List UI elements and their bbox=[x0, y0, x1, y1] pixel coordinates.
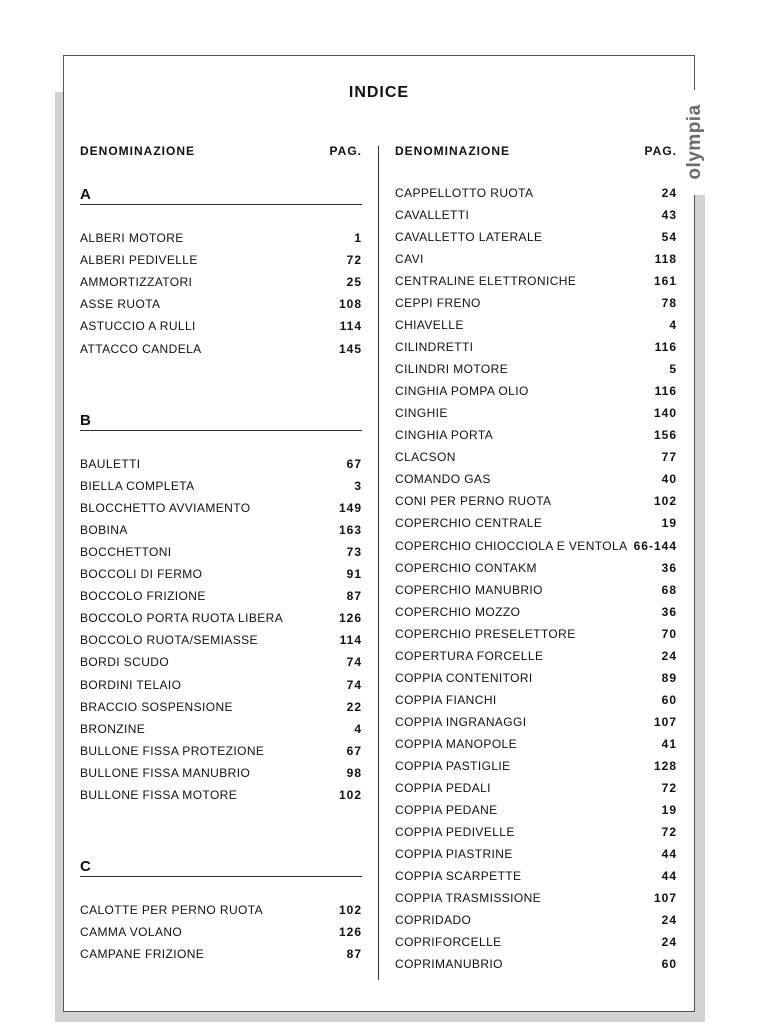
section-b bbox=[80, 412, 362, 807]
index-entry bbox=[80, 629, 362, 651]
index-entry bbox=[80, 271, 362, 293]
entry-page: 44 bbox=[661, 868, 677, 883]
entry-name: BORDI SCUDO bbox=[80, 655, 170, 670]
entry-page: 25 bbox=[346, 275, 362, 290]
entry-page: 19 bbox=[661, 516, 677, 531]
index-entry bbox=[80, 943, 362, 965]
entry-page: 118 bbox=[654, 252, 677, 267]
index-entry bbox=[80, 519, 362, 541]
entry-name: COPERCHIO PRESELETTORE bbox=[395, 626, 576, 641]
entry-name: CINGHIA PORTA bbox=[395, 428, 494, 443]
entry-name: CAVALLETTO LATERALE bbox=[395, 230, 543, 245]
entry-page: 116 bbox=[654, 340, 677, 355]
right-entry-list bbox=[395, 182, 677, 975]
index-entry bbox=[395, 380, 677, 402]
entry-page: 74 bbox=[346, 655, 362, 670]
entry-page: 43 bbox=[661, 208, 677, 223]
entry-name: BOCCOLO RUOTA/SEMIASSE bbox=[80, 633, 258, 648]
entry-page: 126 bbox=[338, 611, 362, 626]
index-entry bbox=[395, 557, 677, 579]
index-entry bbox=[80, 563, 362, 585]
entry-page: 128 bbox=[653, 758, 677, 773]
entry-name: CAMPANE FRIZIONE bbox=[80, 947, 205, 962]
entry-name: COPPIA FIANCHI bbox=[395, 692, 497, 707]
index-entry bbox=[80, 607, 362, 629]
entry-page: 66-144 bbox=[633, 538, 677, 553]
index-entry bbox=[395, 226, 677, 248]
index-entry bbox=[80, 293, 362, 315]
entry-name: BRACCIO SOSPENSIONE bbox=[80, 699, 233, 714]
entry-name: COPERCHIO MOZZO bbox=[395, 604, 521, 619]
entry-page: 78 bbox=[661, 296, 677, 311]
index-entry bbox=[395, 601, 677, 623]
column-header bbox=[80, 142, 362, 160]
index-entry bbox=[80, 651, 362, 673]
index-entry bbox=[395, 579, 677, 601]
entry-name: COPPIA CONTENITORI bbox=[395, 670, 533, 685]
entry-page: 44 bbox=[661, 846, 677, 861]
entry-page: 91 bbox=[346, 567, 362, 582]
index-entry bbox=[395, 887, 677, 909]
entry-name: BORDINI TELAIO bbox=[80, 677, 182, 692]
entry-name: COPERCHIO CONTAKM bbox=[395, 560, 537, 575]
entry-name: CONI PER PERNO RUOTA bbox=[395, 494, 552, 509]
index-entry bbox=[395, 535, 677, 557]
entry-page: 72 bbox=[661, 780, 677, 795]
entry-page: 87 bbox=[346, 589, 362, 604]
index-entry bbox=[395, 270, 677, 292]
index-entry bbox=[80, 921, 362, 943]
entry-page: 163 bbox=[338, 522, 362, 537]
entry-page: 24 bbox=[661, 186, 677, 201]
index-entry bbox=[395, 909, 677, 931]
entry-name: ASSE RUOTA bbox=[80, 297, 161, 312]
section-letter: C bbox=[80, 858, 362, 877]
entry-name: BULLONE FISSA MANUBRIO bbox=[80, 765, 251, 780]
index-entry bbox=[395, 777, 677, 799]
index-entry bbox=[80, 541, 362, 563]
entry-page: 24 bbox=[661, 648, 677, 663]
entry-name: BOCCOLO PORTA RUOTA LIBERA bbox=[80, 611, 284, 626]
entry-name: BULLONE FISSA MOTORE bbox=[80, 788, 238, 803]
entry-name: COPPIA PEDIVELLE bbox=[395, 824, 515, 839]
entry-name: COPPIA TRASMISSIONE bbox=[395, 891, 542, 906]
index-entry bbox=[395, 490, 677, 512]
index-entry bbox=[80, 585, 362, 607]
index-entry bbox=[395, 402, 677, 424]
entry-name: ASTUCCIO A RULLI bbox=[80, 319, 196, 334]
index-entry bbox=[395, 358, 677, 380]
index-entry bbox=[80, 762, 362, 784]
index-entry bbox=[80, 740, 362, 762]
entry-page: 156 bbox=[653, 428, 677, 443]
entry-name: CINGHIE bbox=[395, 406, 448, 421]
index-entry bbox=[395, 821, 677, 843]
entry-page: 77 bbox=[661, 450, 677, 465]
index-entry bbox=[395, 182, 677, 204]
entry-page: 89 bbox=[661, 670, 677, 685]
index-entry bbox=[395, 424, 677, 446]
entry-name: CAVALLETTI bbox=[395, 208, 470, 223]
entry-page: 72 bbox=[661, 824, 677, 839]
entry-name: BRONZINE bbox=[80, 721, 146, 736]
entry-name: COPRIDADO bbox=[395, 913, 472, 928]
index-entry bbox=[395, 468, 677, 490]
entry-page: 126 bbox=[338, 925, 362, 940]
entry-name: CAPPELLOTTO RUOTA bbox=[395, 186, 534, 201]
index-entry bbox=[80, 899, 362, 921]
entry-page: 24 bbox=[661, 913, 677, 928]
entry-name: COPPIA PEDALI bbox=[395, 780, 491, 795]
entry-page: 19 bbox=[661, 802, 677, 817]
index-entry bbox=[395, 711, 677, 733]
entry-page: 102 bbox=[338, 788, 362, 803]
entry-page: 68 bbox=[661, 582, 677, 597]
entry-page: 72 bbox=[346, 253, 362, 268]
entry-name: BOCCOLO FRIZIONE bbox=[80, 589, 206, 604]
index-entry bbox=[80, 674, 362, 696]
entry-page: 74 bbox=[346, 677, 362, 692]
entry-page: 3 bbox=[354, 478, 362, 493]
entry-page: 161 bbox=[653, 274, 677, 289]
entry-page: 1 bbox=[354, 231, 362, 246]
entry-name: COPERCHIO CHIOCCIOLA E VENTOLA bbox=[395, 538, 628, 553]
index-entry bbox=[395, 446, 677, 468]
entry-name: COPRIFORCELLE bbox=[395, 935, 502, 950]
index-entry bbox=[395, 799, 677, 821]
entry-page: 116 bbox=[654, 384, 677, 399]
entry-name: BAULETTI bbox=[80, 456, 141, 471]
entry-name: BOCCHETTONI bbox=[80, 544, 172, 559]
entry-page: 108 bbox=[338, 297, 362, 312]
entry-name: COPPIA SCARPETTE bbox=[395, 868, 522, 883]
index-entry bbox=[395, 645, 677, 667]
entry-name: CENTRALINE ELETTRONICHE bbox=[395, 274, 577, 289]
page-title: INDICE bbox=[348, 84, 410, 101]
entry-name: COMANDO GAS bbox=[395, 472, 491, 487]
index-entry bbox=[395, 512, 677, 534]
index-column-left bbox=[80, 142, 362, 965]
entry-page: 41 bbox=[661, 736, 677, 751]
entry-page: 73 bbox=[346, 544, 362, 559]
entry-name: COPPIA PIASTRINE bbox=[395, 846, 513, 861]
index-entry bbox=[395, 931, 677, 953]
index-entry bbox=[80, 784, 362, 806]
entry-page: 22 bbox=[346, 699, 362, 714]
header-page-label: PAG. bbox=[644, 144, 677, 158]
entry-page: 40 bbox=[661, 472, 677, 487]
entry-page: 5 bbox=[669, 362, 677, 377]
index-entry bbox=[395, 667, 677, 689]
entry-name: COPPIA PASTIGLIE bbox=[395, 758, 511, 773]
entry-name: CALOTTE PER PERNO RUOTA bbox=[80, 903, 264, 918]
entry-page: 98 bbox=[346, 765, 362, 780]
entry-name: CAVI bbox=[395, 252, 424, 267]
header-name-label: DENOMINAZIONE bbox=[80, 144, 195, 158]
entry-name: CLACSON bbox=[395, 450, 456, 465]
index-column-right bbox=[395, 142, 677, 975]
entry-name: CHIAVELLE bbox=[395, 318, 464, 333]
brand-logo-text: olympia bbox=[684, 104, 705, 180]
entry-page: 67 bbox=[346, 456, 362, 471]
entry-name: COPPIA MANOPOLE bbox=[395, 736, 518, 751]
entry-page: 36 bbox=[661, 560, 677, 575]
section-letter: B bbox=[80, 412, 362, 431]
index-entry bbox=[80, 475, 362, 497]
index-entry bbox=[80, 227, 362, 249]
entry-page: 4 bbox=[354, 721, 362, 736]
header-name-label: DENOMINAZIONE bbox=[395, 144, 510, 158]
entry-name: ALBERI PEDIVELLE bbox=[80, 253, 198, 268]
entry-page: 70 bbox=[661, 626, 677, 641]
entry-name: ATTACCO CANDELA bbox=[80, 341, 202, 356]
entry-page: 107 bbox=[653, 714, 677, 729]
index-entry bbox=[395, 843, 677, 865]
section-a bbox=[80, 186, 362, 360]
index-entry bbox=[395, 204, 677, 226]
entry-page: 24 bbox=[661, 935, 677, 950]
index-entry bbox=[395, 865, 677, 887]
entry-name: COPRIMANUBRIO bbox=[395, 957, 503, 972]
entry-page: 145 bbox=[338, 341, 362, 356]
entry-name: COPPIA INGRANAGGI bbox=[395, 714, 527, 729]
entry-name: CINGHIA POMPA OLIO bbox=[395, 384, 529, 399]
brand-tab bbox=[676, 90, 716, 195]
entry-page: 102 bbox=[338, 903, 362, 918]
entry-name: BOBINA bbox=[80, 522, 128, 537]
entry-page: 114 bbox=[339, 319, 362, 334]
entry-name: CILINDRI MOTORE bbox=[395, 362, 509, 377]
index-entry bbox=[80, 453, 362, 475]
index-entry bbox=[395, 733, 677, 755]
index-entry bbox=[395, 953, 677, 975]
entry-page: 87 bbox=[346, 947, 362, 962]
entry-name: BIELLA COMPLETA bbox=[80, 478, 195, 493]
entry-page: 140 bbox=[653, 406, 677, 421]
column-header bbox=[395, 142, 677, 160]
entry-name: BLOCCHETTO AVVIAMENTO bbox=[80, 500, 251, 515]
index-entry bbox=[80, 337, 362, 359]
entry-page: 107 bbox=[653, 891, 677, 906]
entry-name: COPPIA PEDANE bbox=[395, 802, 498, 817]
index-entry bbox=[80, 696, 362, 718]
index-entry bbox=[395, 314, 677, 336]
entry-name: BULLONE FISSA PROTEZIONE bbox=[80, 743, 265, 758]
entry-page: 36 bbox=[661, 604, 677, 619]
index-entry bbox=[80, 718, 362, 740]
column-divider bbox=[378, 146, 379, 980]
index-entry bbox=[395, 292, 677, 314]
section-c bbox=[80, 858, 362, 965]
index-entry bbox=[395, 689, 677, 711]
entry-page: 60 bbox=[661, 692, 677, 707]
entry-name: COPERCHIO CENTRALE bbox=[395, 516, 543, 531]
entry-page: 54 bbox=[661, 230, 677, 245]
entry-page: 102 bbox=[653, 494, 677, 509]
section-letter: A bbox=[80, 186, 362, 205]
index-entry bbox=[80, 497, 362, 519]
entry-page: 60 bbox=[661, 957, 677, 972]
index-entry bbox=[395, 248, 677, 270]
index-entry bbox=[395, 336, 677, 358]
entry-page: 114 bbox=[339, 633, 362, 648]
index-entry bbox=[80, 315, 362, 337]
index-entry bbox=[395, 755, 677, 777]
entry-name: AMMORTIZZATORI bbox=[80, 275, 193, 290]
entry-name: ALBERI MOTORE bbox=[80, 231, 184, 246]
entry-name: CILINDRETTI bbox=[395, 340, 474, 355]
entry-page: 149 bbox=[338, 500, 362, 515]
entry-page: 4 bbox=[669, 318, 677, 333]
index-entry bbox=[395, 623, 677, 645]
entry-name: COPERTURA FORCELLE bbox=[395, 648, 544, 663]
index-entry bbox=[80, 249, 362, 271]
entry-name: CEPPI FRENO bbox=[395, 296, 481, 311]
entry-page: 67 bbox=[346, 743, 362, 758]
entry-name: COPERCHIO MANUBRIO bbox=[395, 582, 543, 597]
entry-name: BOCCOLI DI FERMO bbox=[80, 567, 203, 582]
entry-name: CAMMA VOLANO bbox=[80, 925, 183, 940]
header-page-label: PAG. bbox=[329, 144, 362, 158]
